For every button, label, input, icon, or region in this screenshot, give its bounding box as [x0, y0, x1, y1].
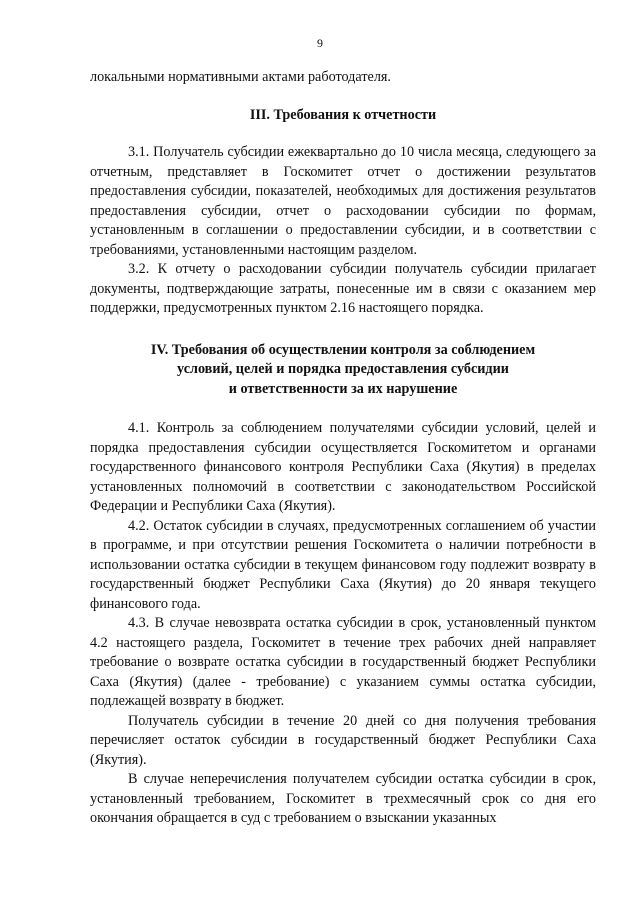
paragraph-3-2: 3.2. К отчету о расходовании субсидии получатель субсидии прилагает документы, подтверждающие затраты, понесенные им в связи с оказанием мер поддержки, предусмотренных пунктом 2.16 настоящего порядка.	[90, 261, 596, 316]
paragraph-4-1: 4.1. Контроль за соблюдением получателями субсидии условий, целей и порядка предоставления субсидии осуществляется Госкомитетом и органами государственного финансового контроля Республики Саха (Якутия) в пределах установленных полномочий в соответствии с законодательством Российской Федерации и Республики Саха (Якутия).	[90, 420, 596, 514]
paragraph-4-3-a: Получатель субсидии в течение 20 дней со дня получения требования перечисляет остаток субсидии в государственный бюджет Республики Саха (Якутия).	[90, 712, 596, 768]
section-3-title: III. Требования к отчетности	[249, 106, 437, 123]
section-4-title-line-3: и ответственности за их нарушение	[228, 380, 458, 397]
paragraph-4-2: 4.2. Остаток субсидии в случаях, предусмотренных соглашением об участии в программе, и при отсутствии решения Госкомитета о наличии потребности в использовании остатка субсидии в текущем финансовом году подлежит возврату в государственный бюджет Республики Саха (Якутия) до 20 января текущего финансового года.	[90, 517, 596, 612]
page-number: 9	[317, 36, 323, 50]
section-4-title-line-1: IV. Требования об осуществлении контроля за соблюдением	[150, 341, 536, 358]
intro-line: локальными нормативными актами работодателя.	[90, 69, 391, 85]
paragraph-3-1: 3.1. Получатель субсидии ежеквартально до 10 числа месяца, следующего за отчетным, представляет в Госкомитет отчет о достижении результатов предоставления субсидии, показателей, необходимых для достижения результатов предоставления субсидии, отчет о расходовании субсидии по формам, установленным в соглашении о предоставлении субсидии, и в соответствии с требованиями, установленными настоящим разделом.	[90, 144, 596, 258]
document-body	[90, 68, 596, 829]
paragraph-4-3: 4.3. В случае невозврата остатка субсидии в срок, установленный пунктом 4.2 настоящего раздела, Госкомитет в течение трех рабочих дней направляет требование о возврате остатка субсидии в государственный бюджет Республики Саха (Якутия) (далее - требование) с указанием суммы остатка субсидии, подлежащей возврату в бюджет.	[90, 615, 596, 709]
section-4-title-line-2: условий, целей и порядка предоставления субсидии	[177, 361, 509, 377]
paragraph-4-3-b: В случае неперечисления получателем субсидии остатка субсидии в срок, установленный требованием, Госкомитет в трехмесячный срок со дня его окончания обращается в суд с требованием о взыскании указанных	[90, 771, 596, 826]
section-3-heading	[90, 106, 596, 126]
section-4-heading	[90, 341, 596, 400]
